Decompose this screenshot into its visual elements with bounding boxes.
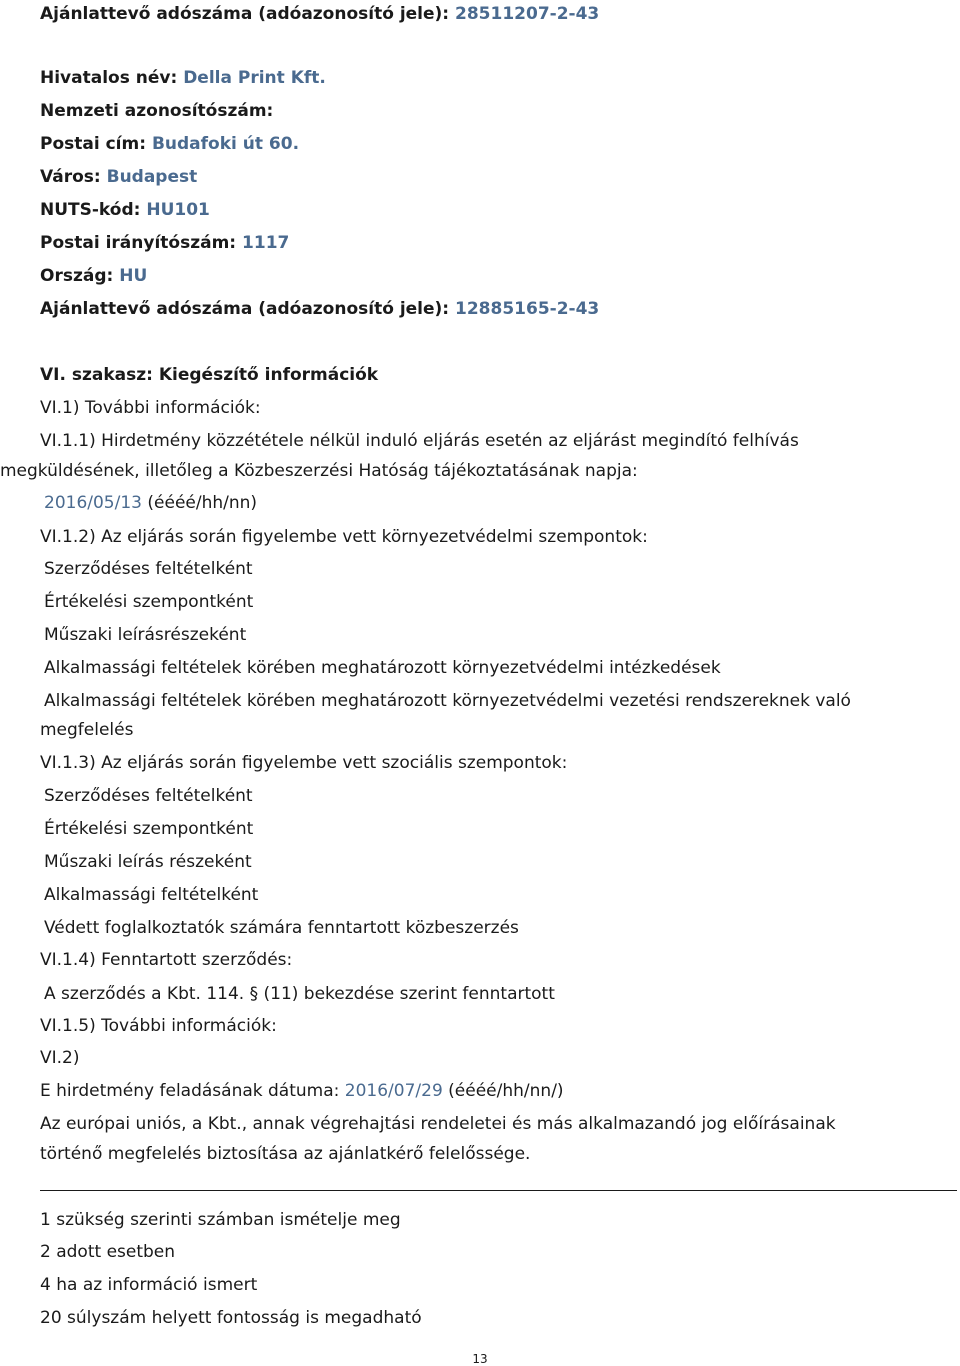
footnote: 20 súlyszám helyett fontosság is megadható — [40, 1308, 422, 1328]
vi13-item: Alkalmassági feltételként — [44, 885, 259, 905]
date-sent-label: E hirdetmény feladásának dátuma: — [40, 1081, 345, 1101]
vi14-label: VI.1.4) Fenntartott szerződés: — [40, 950, 293, 970]
nuts-label: NUTS-kód: — [40, 200, 147, 220]
page-number: 13 — [472, 1352, 488, 1366]
vi11-date-value: 2016/05/13 — [44, 493, 142, 513]
date-sent-value: 2016/07/29 — [344, 1081, 443, 1101]
vi14-text: A szerződés a Kbt. 114. § (11) bekezdése szerint fenntartott — [44, 984, 555, 1004]
official-name-label: Hivatalos név: — [40, 68, 184, 88]
vi11-date-format: (éééé/hh/nn) — [141, 493, 258, 513]
vi11-line1: VI.1.1) Hirdetmény közzététele nélkül induló eljárás esetén az eljárást megindító felhívás — [40, 431, 799, 451]
vi13-item: Értékelési szempontként — [44, 819, 254, 839]
vi12-item: megfelelés — [40, 720, 134, 740]
contractor-tax2-line — [40, 298, 599, 320]
nuts-value: HU101 — [146, 200, 210, 220]
postal-code-value: 1117 — [242, 233, 290, 253]
footnote: 1 szükség szerinti számban ismételje meg — [40, 1210, 401, 1230]
vi12-item: Alkalmassági feltételek körében meghatározott környezetvédelmi intézkedések — [44, 658, 721, 678]
city-value: Budapest — [106, 167, 198, 187]
vi13-item: Szerződéses feltételként — [44, 786, 253, 806]
vi2-label: VI.2) — [40, 1048, 80, 1068]
country-label: Ország: — [40, 266, 120, 286]
section-heading: VI. szakasz: Kiegészítő információk — [40, 365, 379, 385]
postal-address-label: Postai cím: — [40, 134, 152, 154]
vi12-item: Műszaki leírásrészeként — [44, 625, 247, 645]
postal-code-line — [40, 232, 289, 254]
vi13-item: Védett foglalkoztatók számára fenntartott közbeszerzés — [44, 918, 519, 938]
legal-line2: történő megfelelés biztosítása az ajánlatkérő felelőssége. — [40, 1144, 531, 1164]
vi15-label: VI.1.5) További információk: — [40, 1016, 277, 1036]
footnote: 2 adott esetben — [40, 1242, 176, 1262]
contractor-tax-line — [40, 3, 599, 25]
vi12-item: Alkalmassági feltételek körében meghatározott környezetvédelmi vezetési rendszereknek való — [44, 691, 851, 711]
official-name-line — [40, 67, 326, 89]
vi11-line2: megküldésének, illetőleg a Közbeszerzési Hatóság tájékoztatásának napja: — [0, 461, 638, 481]
city-line — [40, 166, 197, 188]
national-id-line: Nemzeti azonosítószám: — [40, 101, 274, 121]
city-label: Város: — [40, 167, 107, 187]
legal-line1: Az európai uniós, a Kbt., annak végrehajtási rendeletei és más alkalmazandó jog előírásainak — [40, 1114, 836, 1134]
postal-address-value: Budafoki út 60. — [151, 134, 300, 154]
vi12-item: Értékelési szempontként — [44, 592, 254, 612]
vi12-item: Szerződéses feltételként — [44, 559, 253, 579]
footnote: 4 ha az információ ismert — [40, 1275, 258, 1295]
postal-code-label: Postai irányítószám: — [40, 233, 243, 253]
tax-value: 28511207-2-43 — [455, 4, 600, 24]
country-value: HU — [119, 266, 148, 286]
vi13-item: Műszaki leírás részeként — [44, 852, 252, 872]
vi11-date-line — [44, 492, 257, 514]
official-name-value: Della Print Kft. — [183, 68, 326, 88]
country-line — [40, 265, 147, 287]
tax2-value: 12885165-2-43 — [455, 299, 600, 319]
vi1-label: VI.1) További információk: — [40, 398, 261, 418]
postal-address-line — [40, 133, 299, 155]
footnote-separator — [40, 1190, 957, 1191]
tax2-label: Ajánlattevő adószáma (adóazonosító jele): — [40, 299, 456, 319]
date-sent-format: (éééé/hh/nn/) — [442, 1081, 564, 1101]
vi13-label: VI.1.3) Az eljárás során figyelembe vett szociális szempontok: — [40, 753, 568, 773]
date-sent-line — [40, 1080, 564, 1102]
tax-label: Ajánlattevő adószáma (adóazonosító jele): — [40, 4, 456, 24]
vi12-label: VI.1.2) Az eljárás során figyelembe vett környezetvédelmi szempontok: — [40, 527, 648, 547]
nuts-line — [40, 199, 210, 221]
